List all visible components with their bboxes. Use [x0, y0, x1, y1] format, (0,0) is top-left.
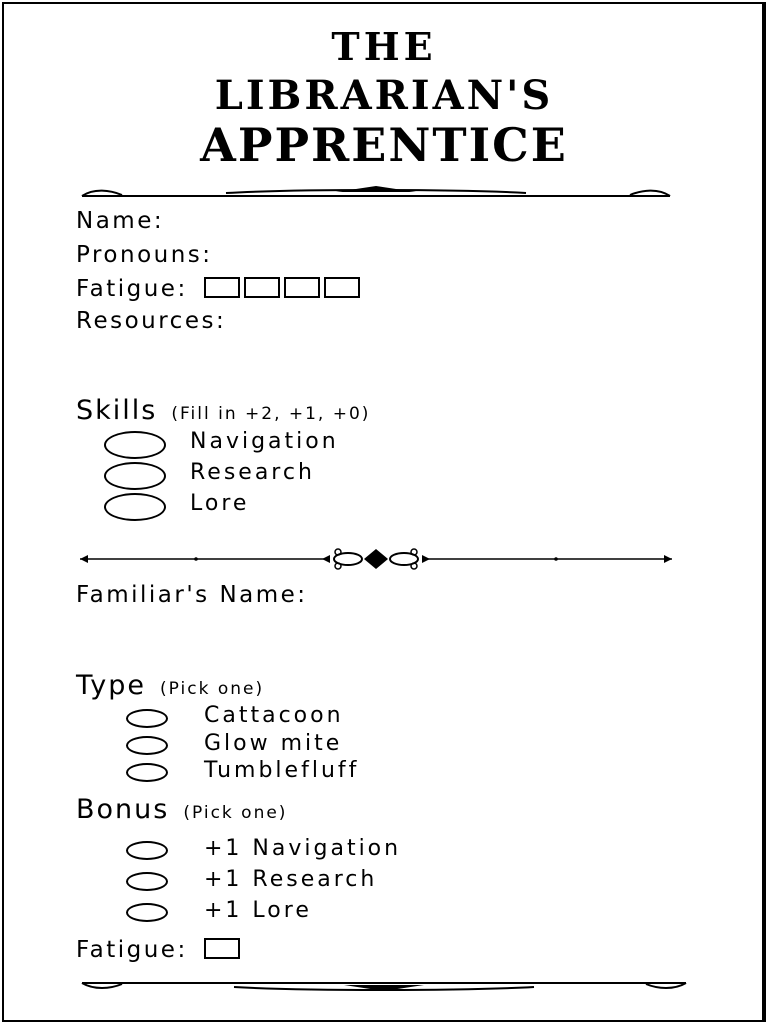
title-line-1: THE — [331, 24, 437, 69]
bonus-circle-lore[interactable] — [126, 903, 168, 922]
type-circle-tumblefluff[interactable] — [126, 763, 168, 782]
fatigue-checkbox[interactable] — [244, 277, 280, 298]
type-hint: (Pick one) — [160, 679, 265, 699]
bonus-label-research: +1 Research — [204, 867, 378, 892]
familiar-fatigue-boxes — [204, 937, 244, 963]
type-circle-glow-mite[interactable] — [126, 736, 168, 755]
bonus-hint: (Pick one) — [183, 803, 288, 823]
resources-field-label: Resources: — [76, 308, 227, 334]
skill-circle-lore[interactable] — [104, 493, 166, 521]
fatigue-checkbox[interactable] — [324, 277, 360, 298]
middle-flourish-divider — [76, 547, 676, 571]
familiar-name-label: Familiar's Name: — [76, 582, 308, 608]
skills-heading-row — [76, 395, 370, 426]
type-circle-cattacoon[interactable] — [126, 709, 168, 728]
fatigue-label: Fatigue: — [76, 276, 188, 302]
type-label-tumblefluff: Tumblefluff — [204, 758, 360, 783]
familiar-fatigue-row — [76, 937, 244, 963]
type-heading-row — [76, 670, 264, 701]
skills-hint: (Fill in +2, +1, +0) — [171, 404, 371, 424]
type-heading: Type — [76, 670, 147, 701]
bonus-circle-navigation[interactable] — [126, 841, 168, 860]
fatigue-boxes — [204, 276, 364, 302]
skill-circle-navigation[interactable] — [104, 431, 166, 459]
type-label-glow-mite: Glow mite — [204, 731, 343, 756]
bonus-circle-research[interactable] — [126, 872, 168, 891]
bonus-label-navigation: +1 Navigation — [204, 836, 402, 861]
bonus-heading: Bonus — [76, 794, 170, 825]
skill-label-navigation: Navigation — [190, 429, 339, 454]
name-field-label: Name: — [76, 208, 165, 234]
skill-label-lore: Lore — [190, 491, 250, 516]
title-line-3: APPRENTICE — [200, 118, 568, 172]
skill-label-research: Research — [190, 460, 315, 485]
top-flourish-divider — [76, 180, 676, 202]
bottom-flourish-divider — [76, 975, 692, 997]
fatigue-checkbox[interactable] — [284, 277, 320, 298]
bonus-label-lore: +1 Lore — [204, 898, 312, 923]
title-line-2: LIBRARIAN'S — [214, 72, 554, 119]
skills-heading: Skills — [76, 395, 158, 426]
pronouns-field-label: Pronouns: — [76, 242, 213, 268]
familiar-fatigue-checkbox[interactable] — [204, 938, 240, 959]
type-label-cattacoon: Cattacoon — [204, 703, 344, 728]
familiar-fatigue-label: Fatigue: — [76, 937, 188, 963]
fatigue-row — [76, 276, 364, 302]
bonus-heading-row — [76, 794, 287, 825]
fatigue-checkbox[interactable] — [204, 277, 240, 298]
skill-circle-research[interactable] — [104, 462, 166, 490]
